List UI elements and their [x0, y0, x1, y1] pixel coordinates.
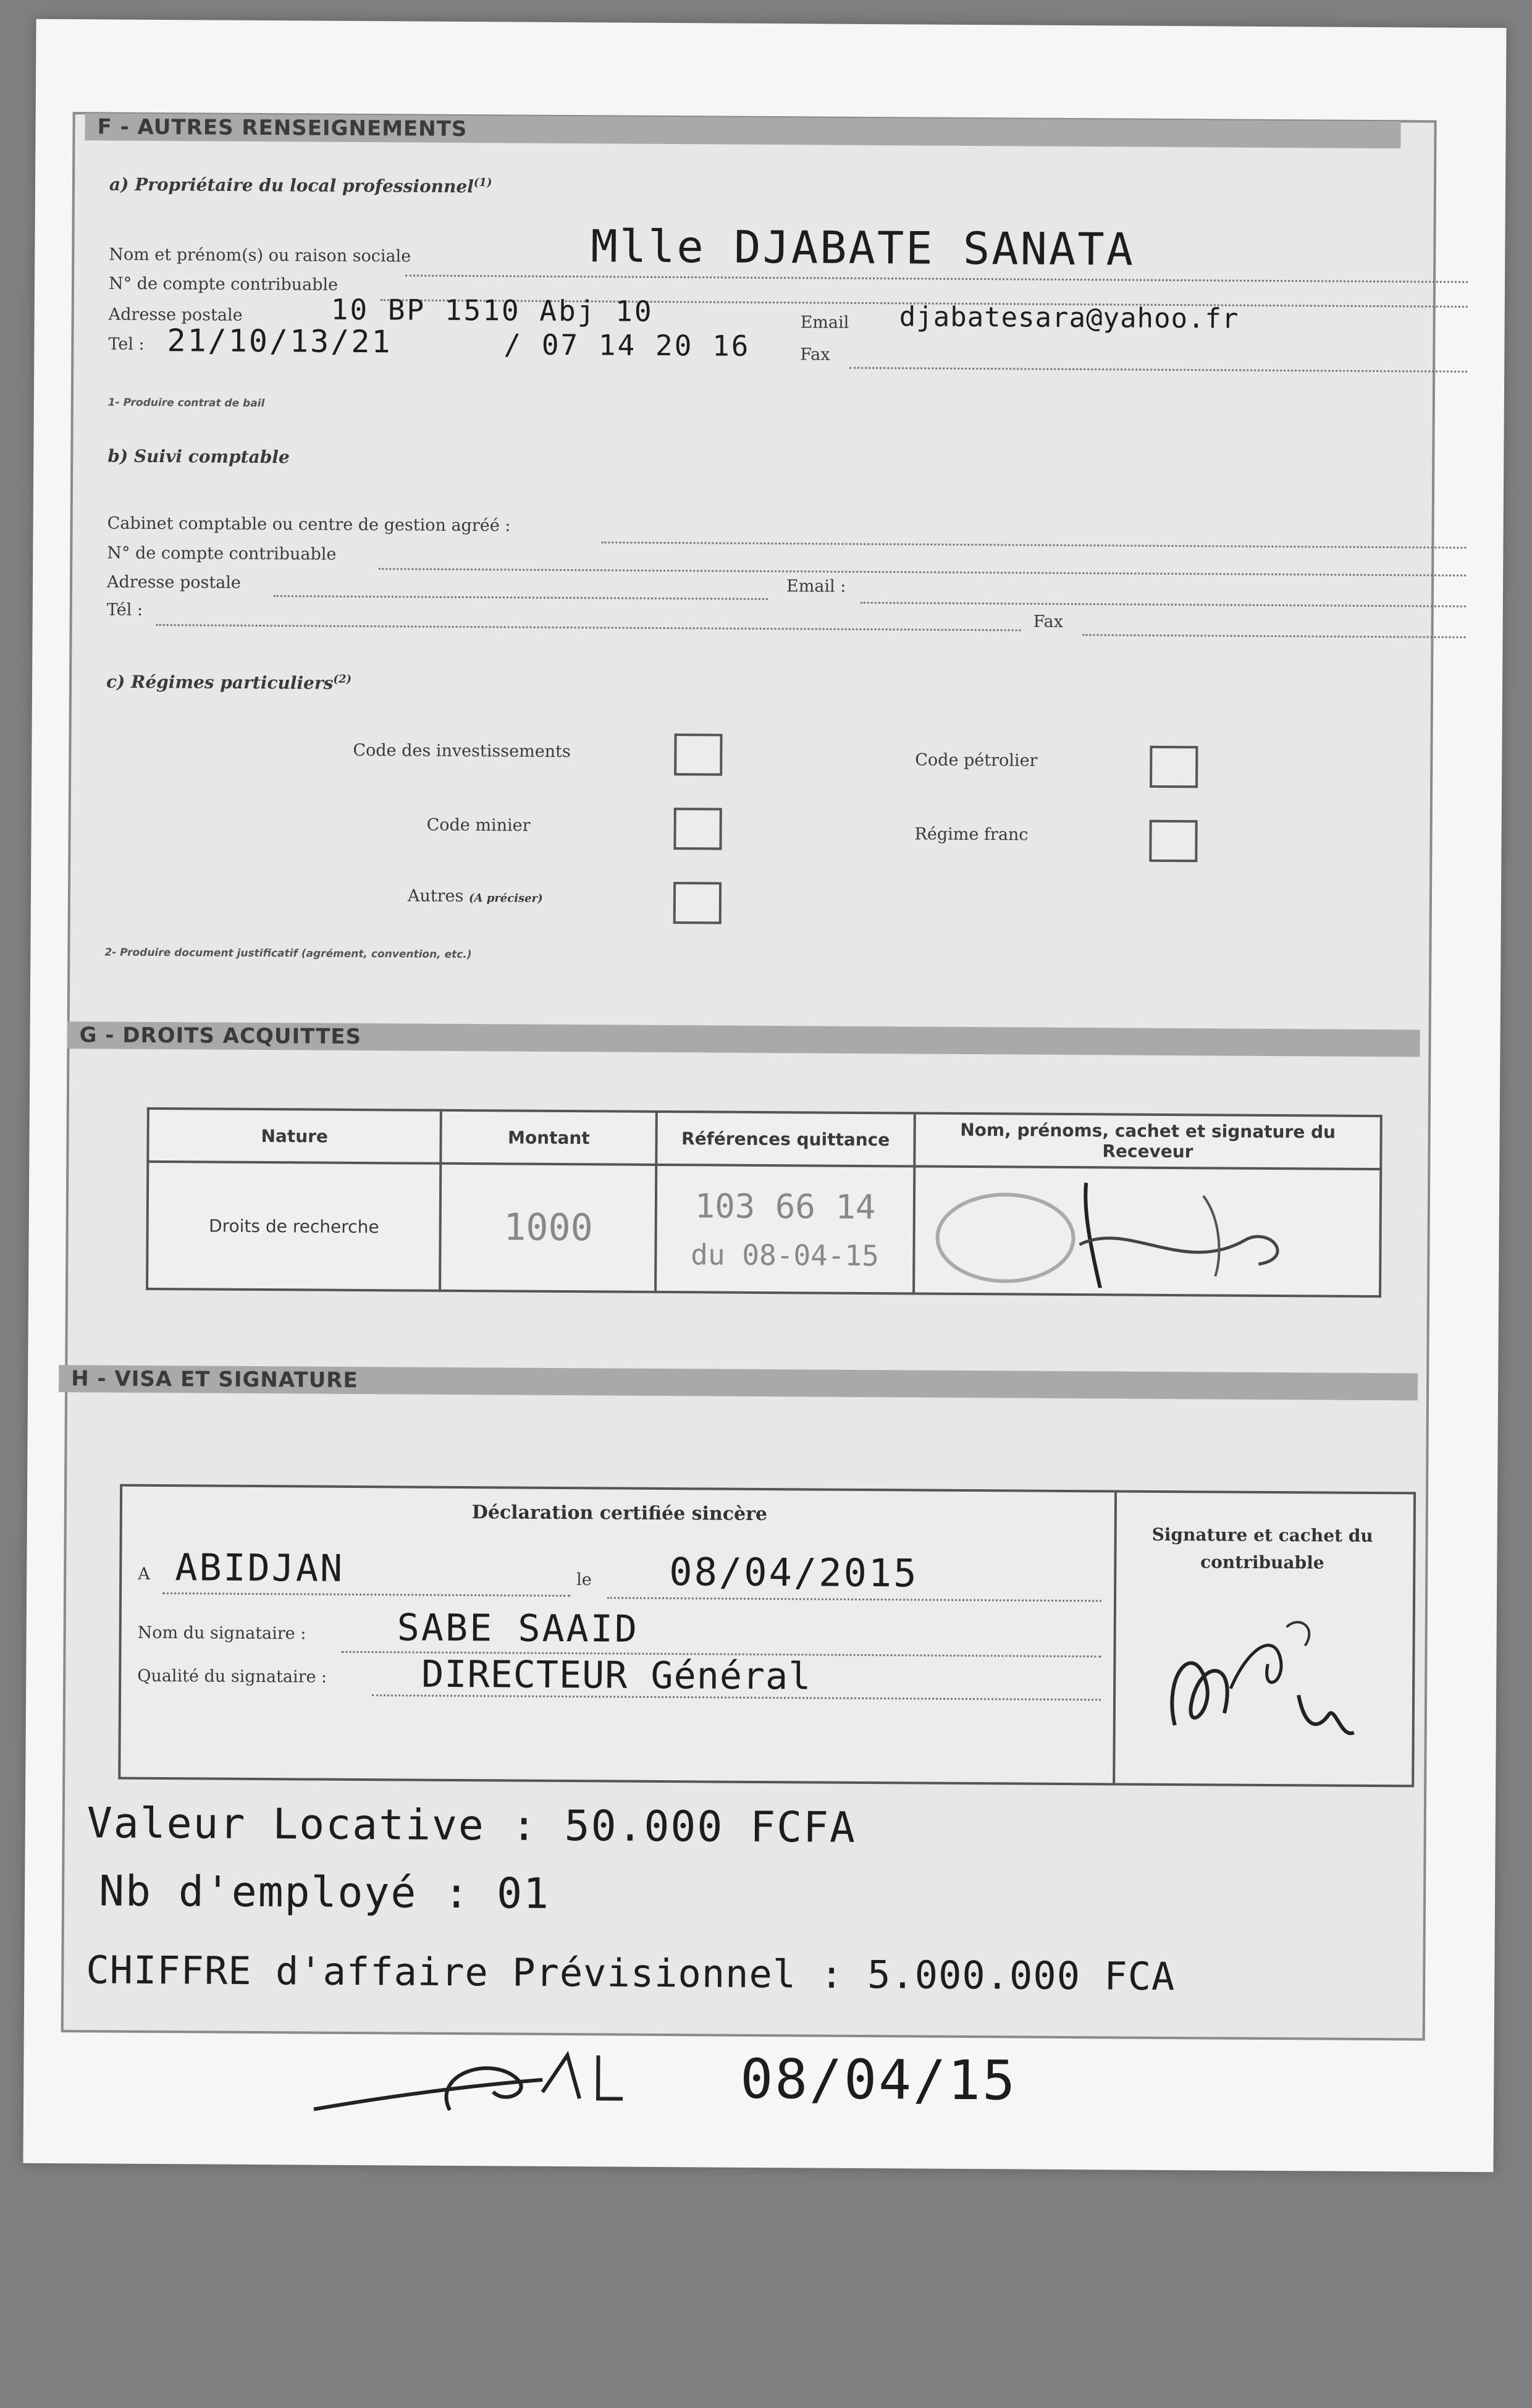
section-f-b-title: b) Suivi comptable — [107, 446, 290, 468]
cell-receveur[interactable] — [914, 1166, 1381, 1296]
section-f-a-title: a) Propriétaire du local professionnel$^{(1)}$ — [109, 174, 492, 197]
regime-2-label: Code pétrolier — [915, 750, 1038, 771]
employe-note: Nb d'employé : 01 — [98, 1867, 550, 1919]
table-header-row — [148, 1109, 1381, 1169]
section-h-header: H - VISA ET SIGNATURE — [59, 1365, 1418, 1400]
regime-3-checkbox[interactable] — [673, 808, 722, 850]
fax-label: Fax — [800, 345, 830, 365]
qualite-value[interactable]: DIRECTEUR Général — [421, 1652, 812, 1699]
signataire-label: Nom du signataire : — [137, 1623, 306, 1644]
chiffre-affaire-note: CHIFFRE d'affaire Prévisionnel : 5.000.000 FCA — [86, 1947, 1176, 2000]
scanned-page — [23, 19, 1506, 2172]
header-references: Références quittance — [657, 1112, 915, 1167]
regime-1-checkbox[interactable] — [674, 733, 722, 775]
compte-b-label: N° de compte contribuable — [107, 543, 337, 564]
adresse-value[interactable]: 10 BP 1510 Abj 10 — [330, 292, 654, 328]
section-g-header: G - DROITS ACQUITTES — [67, 1021, 1420, 1057]
date-label: le — [576, 1570, 592, 1590]
table-row — [147, 1162, 1381, 1296]
email-b-label: Email : — [786, 577, 846, 596]
regime-3-label: Code minier — [426, 815, 531, 835]
section-f-header: F - AUTRES RENSEIGNEMENTS — [85, 113, 1400, 148]
regime-1-label: Code des investissements — [353, 740, 571, 762]
initials-signature — [308, 2035, 704, 2124]
header-receveur: Nom, prénoms, cachet et signature du Receveur — [914, 1113, 1381, 1169]
adresse-label: Adresse postale — [108, 305, 243, 325]
lieu-value[interactable]: ABIDJAN — [175, 1546, 345, 1591]
header-montant: Montant — [441, 1110, 657, 1165]
signature-cachet-title: Signature et cachet du contribuable — [1151, 1524, 1373, 1573]
receveur-signature-stamp — [925, 1169, 1370, 1289]
regime-2-checkbox[interactable] — [1150, 746, 1198, 788]
compte-label: N° de compte contribuable — [108, 274, 339, 295]
adresse-b-label: Adresse postale — [106, 572, 242, 593]
note-1: 1- Produire contrat de bail — [107, 396, 265, 410]
valeur-locative-note: Valeur Locative : 50.000 FCFA — [86, 1799, 857, 1852]
header-nature: Nature — [148, 1109, 441, 1164]
tel-value-1[interactable]: 21/10/13/21 — [167, 323, 392, 360]
email-value[interactable]: djabatesara@yahoo.fr — [899, 301, 1239, 335]
contribuable-signature — [1156, 1589, 1379, 1776]
qualite-label: Qualité du signataire : — [137, 1666, 327, 1687]
section-f-c-title: c) Régimes particuliers$^{(2)}$ — [106, 671, 352, 694]
cell-nature: Droits de recherche — [147, 1162, 441, 1291]
regime-4-checkbox[interactable] — [1149, 820, 1197, 862]
lieu-label: A — [138, 1564, 150, 1584]
regime-4-label: Régime franc — [914, 824, 1029, 845]
regime-5-label: Autres (A préciser) — [407, 886, 543, 906]
note-2: 2- Produire document justificatif (agrément, convention, etc.) — [104, 946, 472, 961]
cell-references[interactable]: 103 66 14 du 08-04-15 — [655, 1165, 914, 1294]
regime-5-checkbox[interactable] — [673, 882, 722, 924]
droits-table — [146, 1107, 1383, 1298]
date-bottom-note: 08/04/15 — [739, 2047, 1017, 2113]
declaration-title: Déclaration certifiée sincère — [471, 1502, 768, 1526]
fax-b-label: Fax — [1033, 612, 1064, 632]
date-value[interactable]: 08/04/2015 — [669, 1549, 919, 1596]
email-label: Email — [800, 313, 849, 332]
cell-montant[interactable]: 1000 — [440, 1164, 656, 1292]
nom-label: Nom et prénom(s) ou raison sociale — [109, 245, 411, 266]
nom-value[interactable]: Mlle DJABATE SANATA — [591, 220, 1135, 276]
tel-b-label: Tél : — [106, 600, 143, 620]
signataire-value[interactable]: SABE SAAID — [397, 1606, 639, 1651]
tel-label: Tel : — [108, 334, 145, 354]
tel-value-2[interactable]: / 07 14 20 16 — [503, 327, 751, 363]
cabinet-label: Cabinet comptable ou centre de gestion agréé : — [107, 513, 511, 536]
